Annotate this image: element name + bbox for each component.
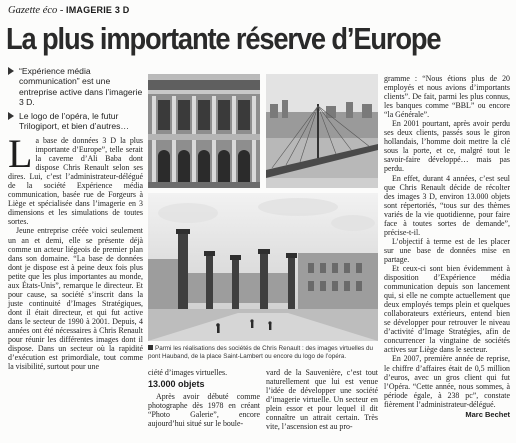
opera-facade-photo (148, 74, 260, 188)
triangle-bullet-icon (8, 67, 14, 75)
bullet-text: Le logo de l’opéra, le futur Trilogiport, et bien d’autres… (19, 110, 130, 132)
author-byline: Marc Bechet (465, 409, 510, 419)
lead-paragraph: La base de données 3 D la plus importante d’Europe”, telle serait la caverne d’Ali Baba dont dispose Chris Renault selon ses dires. Lui, c’est l’administrateur-délégué de la société Expérience média communication, basée rue de Forgeurs à Liège et spécialisée dans l’imagerie en 3 dimensions et les simulations de toutes sortes. (8, 131, 143, 227)
summary-bullet (8, 111, 143, 132)
photo-caption: Parmi les réalisations des sociétés de Chris Renault : des images virtuelles du pont Hauband, de la place Saint-Lambert ou encore du logo de l’opéra. (148, 345, 374, 360)
article-column-4 (384, 74, 510, 419)
place-saint-lambert-image (148, 193, 378, 341)
paragraph: vard de la Sauvenière, c’est tout naturellement que lui est venue l’idée de développer une société d’imagerie virtuelle. Un secteur en plein essor et pour lequel il dit connaître un attrait certain. Très vite, l’ascension est au pro- (266, 368, 378, 432)
paragraph: L’objectif à terme est de les placer sur une base de données mise en partage. (384, 236, 510, 264)
paragraph: gramme : “Nous étions plus de 20 employés et nous avions d’importants clients”. De fait, parmi les plus connus, les banques comme “BBL” ou encore “la Générale”. (384, 74, 510, 120)
paragraph: ciété d’images virtuelles. (148, 368, 228, 377)
bullet-text: “Expérience média communication” est une entreprise active dans l’imagerie 3 D. (19, 66, 143, 108)
summary-bullets (8, 66, 143, 134)
article-column-3 (266, 368, 378, 431)
article-column-2 (148, 368, 260, 428)
summary-bullet (8, 66, 143, 108)
paragraph: En 2001 pourtant, après avoir perdu ses deux clients, passés sous le giron hollandais, l’homme doit mettre la clé sous la porte, et ce, malgré tout le savoir-faire développé… mais pas perdu. (384, 119, 510, 174)
drop-cap: L (8, 131, 33, 176)
triangle-bullet-icon (8, 112, 14, 120)
paragraph: Et ceux-ci sont bien évidemment à disposition d’Expérience média communication depuis son lancement qui, si elle ne compte actuellement que deux employés temps plein et quelques collaborateurs extérieurs, entend bien se développer pour retrouver le niveau d’activité d’Image Stratégies, afin de concurrencer la vingtaine de sociétés actives sur Liège dans le secteur. (384, 263, 510, 355)
rubric-separator: - (57, 5, 67, 16)
headline: La plus importante réserve d’Europe (6, 21, 441, 56)
opera-facade-image (148, 74, 260, 188)
caption-square-icon (148, 345, 153, 350)
bridge-photo (266, 74, 378, 188)
paragraph: Après avoir débuté comme photographe dès 1978 en créant “Photo Galerie”, encore aujourd’hui situé sur le boule- (148, 392, 260, 429)
section-name: Gazette éco (8, 5, 58, 16)
place-saint-lambert-photo (148, 193, 378, 341)
paragraph: Jeune entreprise créée voici seulement un an et demi, elle se présente déjà comme un acteur liégeois de premier plan dans son domaine. “La base de données dont je dispose est à peine deux fois plus petite que les plus importantes au monde, aux États-Unis”, remarque le directeur. Et pour cause, sa société s’inscrit dans la juste continuité d’Images Stratégiques, dont il était directeur, et qui fut active dans le secteur de 1990 à 2001. Depuis, 4 années ont été nécessaires à Chris Renault pour réunir les différentes images dont il dispose. Dans un secteur où la rapidité d’exécution est primordiale, tout comme la visibilité, surtout pour une (8, 226, 143, 372)
subheading: 13.000 objets (148, 379, 205, 390)
section-rubric (8, 5, 129, 16)
article-column-1 (8, 131, 143, 372)
paragraph: En effet, durant 4 années, c’est seul que Chris Renault décide de récolter des images 3 D, environ 13.000 objets sont répertoriés, “tous sur des thèmes variés de la vie quotidienne, pour faire face à toutes sortes de demande”, précise-t-il. (384, 173, 510, 237)
subsection-name: IMAGERIE 3 D (66, 5, 130, 15)
paragraph: En 2007, première année de reprise, le chiffre d’affaires était de 0,5 million d’euros, avec un gros client qui fut l’Opéra. “Cette année, nous sommes, à période égale, à 238 pc”, constate fièrement l’administrateur-délégué. (384, 354, 510, 409)
bridge-image (266, 74, 378, 188)
